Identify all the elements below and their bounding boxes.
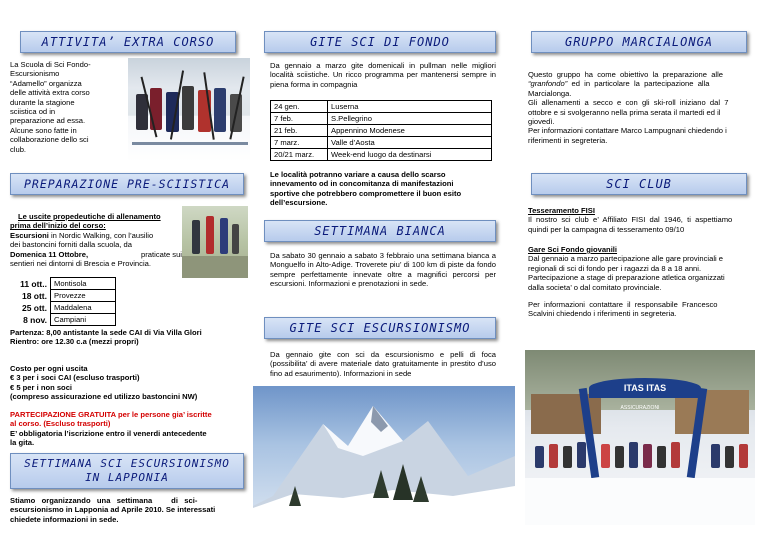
preparazione-banner <box>10 173 244 195</box>
table-row: 8 nov. Campiani <box>10 314 116 326</box>
gite-fondo-banner <box>264 31 496 53</box>
gratuita-text: PARTECIPAZIONE GRATUITA per le persone gia’ iscritte al corso. (Escluso trasporti) E’ obbligatoria l’iscrizione entro il venerdi antecedente la gita. <box>10 410 212 448</box>
lapponia-text: Stiamo organizzando una settimana di sci- escursionismo in Lapponia ad Aprile 2010. Se interessati chiedete informazioni in sede. <box>10 496 216 524</box>
lapponia-banner <box>10 453 244 489</box>
settimana-bianca-banner <box>264 220 496 242</box>
gite-escursionismo-text: Da gennaio gite con sci da escursionismo e pelli di foca (possibilita’ di avere materiale dato gratuitamente in prestito d’uso fino ad esaurimento). Informazioni in sede <box>270 350 496 378</box>
extra-corso-title: ATTIVITA’ EXTRA CORSO <box>41 35 215 49</box>
preparazione-text: Le uscite propedeutiche di allenamento prima dell’inizio del corso: Escursioni in Nordic Walking, con l’ausilio dei bastoncini forniti dalla scuola, da Domenica 11 Ottobre, praticate sui <box>10 212 182 259</box>
gite-fondo-text: Da gennaio a marzo gite domenicali in pullman nelle migliori località sciistiche. Un ricco programma per mantenersi sempre in piena forma in compagnia <box>270 61 496 89</box>
table-row: 11 ott.. Montisola <box>10 278 116 290</box>
mountain-snow-photo <box>253 386 515 532</box>
extra-corso-text: La Scuola di Sci Fondo- Escursionismo “Adamello” organizza delle attività extra corso durante la stagione sciistica od in preparazione ad essa. Alcune sono fatte in collaborazione dello sci club. <box>10 60 91 154</box>
itas-arch: ITAS ITAS <box>589 378 701 398</box>
sci-club-info-text: Per informazioni contattare il responsabile Francesco Scalvini chiedendo i riferimenti in segreteria. <box>528 300 718 319</box>
gite-fondo-title: GITE SCI DI FONDO <box>310 35 450 49</box>
lapponia-title-2: IN LAPPONIA <box>85 471 169 484</box>
marcialonga-text: Questo gruppo ha come obiettivo la preparazione alle “granfondo” ed in particolare la partecipazione alla Marcialonga. Gli allenamenti a secco e con gli ski-roll iniziano dal 7 ottobre e si svolgeranno nella prima serata il martedi ed il giovedì. Per informazioni contattare Marco Lampugnani chiedendo i riferimenti in segreteria. <box>528 70 729 145</box>
table-row: 7 feb. S.Pellegrino <box>271 113 492 125</box>
table-row: 18 ott. Provezze <box>10 290 116 302</box>
gite-escursionismo-title: GITE SCI ESCURSIONISMO <box>289 321 471 335</box>
costo-text: Costo per ogni uscita € 3 per i soci CAI (escluso trasporti) € 5 per i non soci (compreso assicurazione ed utilizzo bastoncini NW) <box>10 364 198 402</box>
lapponia-title-1: SETTIMANA SCI ESCURSIONISMO <box>24 457 230 470</box>
gare-text: Gare Sci Fondo giovanili Dal gennaio a marzo partecipazione alle gare provinciali e regionali di sci di fondo per i ragazzi da 8 a 18 anni. Partecipazione a stage di preparazione atletica organizzati dalla societa’ o dal comitato provinciale. <box>528 245 725 292</box>
settimana-bianca-text: Da sabato 30 gennaio a sabato 3 febbraio una settimana bianca a Monguelfo in Alto-Adige. Troverete piu’ di 100 km di piste da fondo sempre perfettamente innevate oltre a magnifici percorsi per escursioni. Informazioni e prenotazioni in sede. <box>270 251 496 289</box>
gite-fondo-note: Le località potranno variare a causa dello scarso innevamento od in concomitanza di manifestazioni sportive che potrebbero compromettere il buon esito dell’escursione. <box>270 170 462 208</box>
marcialonga-banner <box>531 31 747 53</box>
marcialonga-title: GRUPPO MARCIALONGA <box>564 35 714 49</box>
skiers-photo <box>128 58 250 162</box>
race-start-photo <box>525 350 755 525</box>
sci-club-title: SCI CLUB <box>606 177 672 191</box>
gite-fondo-table <box>270 100 492 161</box>
nordic-walking-dates-table <box>10 277 116 326</box>
preparazione-line: sentieri nei dintorni di Brescia e Provincia. <box>10 259 151 268</box>
table-row: 24 gen. Luserna <box>271 101 492 113</box>
table-row: 21 feb. Appennino Modenese <box>271 125 492 137</box>
sci-club-banner <box>531 173 747 195</box>
tesseramento-text: Tesseramento FISI Il nostro sci club e’ Affiliato FISI dal 1946, ti aspettiamo quindi per la campagna di tesseramento 09/10 <box>528 206 733 234</box>
preparazione-title: PREPARAZIONE PRE-SCIISTICA <box>23 177 230 191</box>
gite-escursionismo-banner <box>264 317 496 339</box>
settimana-bianca-title: SETTIMANA BIANCA <box>314 224 446 238</box>
itas-arch-small: ASSICURAZIONI <box>620 405 660 411</box>
table-row: 25 ott. Maddalena <box>10 302 116 314</box>
partenza-text: Partenza: 8,00 antistante la sede CAI di Via Villa Glori Rientro: ore 12.30 c.a (mezzi propri) <box>10 328 202 347</box>
extra-corso-banner <box>20 31 236 53</box>
table-row: 7 marz. Valle d’Aosta <box>271 137 492 149</box>
table-row: 20/21 marz. Week-end luogo da destinarsi <box>271 149 492 161</box>
